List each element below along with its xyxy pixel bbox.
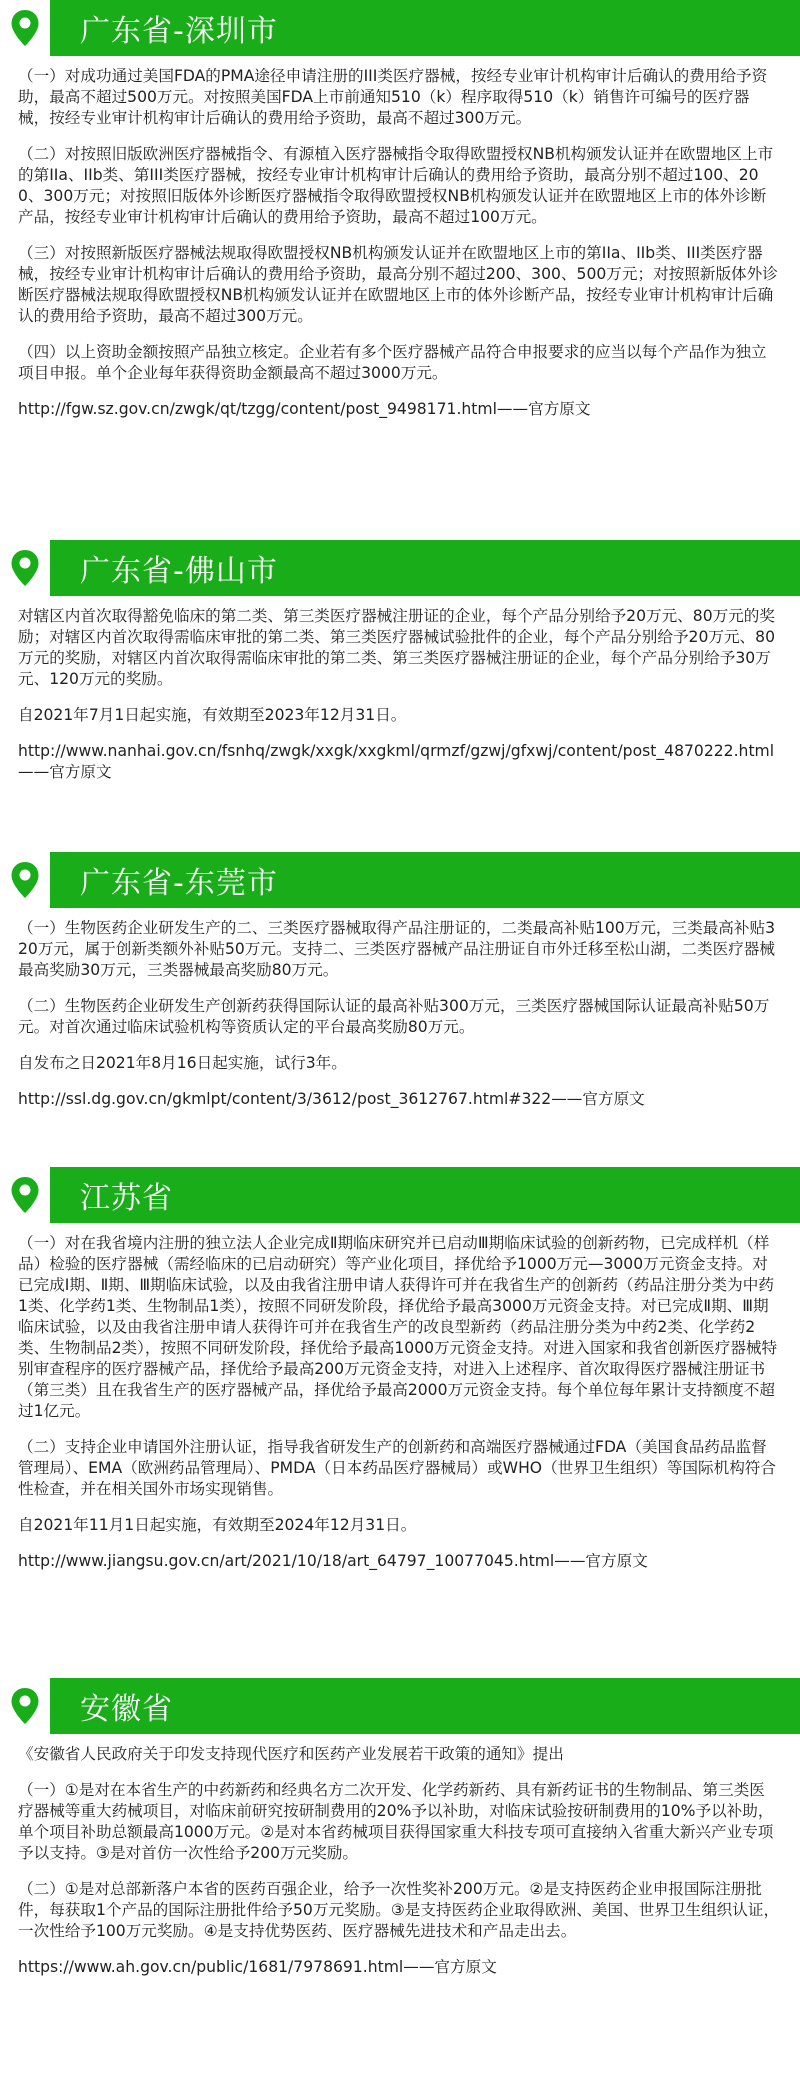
paragraph: （一）生物医药企业研发生产的二、三类医疗器械取得产品注册证的，二类最高补贴100万元，三类最高补贴320万元，属于创新类额外补贴50万元。支持二、三类医疗器械产品注册证自市外迁移至松山湖，二类医疗器械最高奖励30万元，三类器械最高奖励80万元。: [18, 919, 775, 979]
section-banner: [0, 0, 800, 56]
paragraph: （四）以上资助金额按照产品独立核定。企业若有多个医疗器械产品符合申报要求的应当以每个产品作为独立项目申报。单个企业每年获得资助金额最高不超过3000万元。: [18, 343, 767, 382]
section-title: 安徽省: [80, 1692, 173, 1727]
paragraph: （二）对按照旧版欧洲医疗器械指令、有源植入医疗器械指令取得欧盟授权NB机构颁发认证并在欧盟地区上市的第IIa、IIb类、第III类医疗器械，按经专业审计机构审计后确认的费用给予资助，最高分别不超过100、200、300万元；对按照旧版体外诊断医疗器械指令取得欧盟授权NB机构颁发认证并在欧盟地区上市的体外诊断产品，按经专业审计机构审计后确认的费用给予资助，最高不超过100万元。: [18, 145, 774, 226]
paragraph: 自2021年7月1日起实施，有效期至2023年12月31日。: [18, 706, 407, 724]
section-title: 江苏省: [80, 1181, 173, 1216]
section-banner: [0, 1678, 800, 1734]
paragraph: （二）支持企业申请国外注册认证，指导我省研发生产的创新药和高端医疗器械通过FDA（美国食品药品监督管理局）、EMA（欧洲药品管理局）、PMDA（日本药品医疗器械局）或WHO（世界卫生组织）等国际机构符合性检查，并在相关国外市场实现销售。: [18, 1438, 776, 1498]
paragraph: 《安徽省人民政府关于印发支持现代医疗和医药产业发展若干政策的通知》提出: [18, 1745, 564, 1763]
paragraph: （三）对按照新版医疗器械法规取得欧盟授权NB机构颁发认证并在欧盟地区上市的第IIa、IIb类、III类医疗器械，按经专业审计机构审计后确认的费用给予资助，最高分别不超过200、300、500万元；对按照新版体外诊断医疗器械法规取得欧盟授权NB机构颁发认证并在欧盟地区上市的体外诊断产品，按经专业审计机构审计后确认的费用给予资助，最高不超过300万元。: [18, 244, 778, 325]
section-banner: [0, 1167, 800, 1223]
source-link[interactable]: http://ssl.dg.gov.cn/gkmlpt/content/3/3612/post_3612767.html#322——官方原文: [18, 1090, 645, 1108]
paragraph: （二）生物医药企业研发生产创新药获得国际认证的最高补贴300万元，三类医疗器械国际认证最高补贴50万元。对首次通过临床试验机构等资质认定的平台最高奖励80万元。: [18, 997, 770, 1036]
section-dongguan: [0, 852, 800, 1167]
section-title: 广东省-深圳市: [80, 14, 278, 49]
section-shenzhen: [0, 0, 800, 540]
section-banner: [0, 540, 800, 596]
source-link[interactable]: http://www.nanhai.gov.cn/fsnhq/zwgk/xxgk/xxgkml/qrmzf/gzwj/gfxwj/content/post_4870222.html——官方原文: [18, 742, 775, 781]
location-pin-icon: [0, 1678, 50, 1734]
section-banner: [0, 852, 800, 908]
paragraph: 自2021年11月1日起实施，有效期至2024年12月31日。: [18, 1516, 417, 1534]
paragraph: 自发布之日2021年8月16日起实施，试行3年。: [18, 1054, 347, 1072]
section-jiangsu: [0, 1167, 800, 1678]
location-pin-icon: [0, 852, 50, 908]
paragraph: （二）①是对总部新落户本省的医药百强企业，给予一次性奖补200万元。②是支持医药企业申报国际注册批件，每获取1个产品的国际注册批件给予50万元奖励。③是支持医药企业取得欧洲、美国、世界卫生组织认证，一次性给予100万元奖励。④是支持优势医药、医疗器械先进技术和产品走出去。: [18, 1880, 780, 1940]
section-foshan: [0, 540, 800, 852]
paragraph: （一）①是对在本省生产的中药新药和经典名方二次开发、化学药新药、具有新药证书的生物制品、第三类医疗器械等重大药械项目，对临床前研究按研制费用的20%予以补助，对临床试验按研制费用的10%予以补助，单个项目补助总额最高1000万元。②是对本省药械项目获得国家重大科技专项可直接纳入省重大新兴产业专项予以支持。③是对首仿一次性给予200万元奖励。: [18, 1781, 774, 1862]
paragraph: 对辖区内首次取得豁免临床的第二类、第三类医疗器械注册证的企业，每个产品分别给予20万元、80万元的奖励；对辖区内首次取得需临床审批的第二类、第三类医疗器械试验批件的企业，每个产品分别给予20万元、80万元的奖励，对辖区内首次取得需临床审批的第二类、第三类医疗器械注册证的企业，每个产品分别给予30万元、120万元的奖励。: [18, 607, 775, 688]
paragraph: （一）对在我省境内注册的独立法人企业完成Ⅱ期临床研究并已启动Ⅲ期临床试验的创新药物，已完成样机（样品）检验的医疗器械（需经临床的已启动研究）等产业化项目，择优给予1000万元—3000万元资金支持。对已完成Ⅰ期、Ⅱ期、Ⅲ期临床试验，以及由我省注册申请人获得许可并在我省生产的创新药（药品注册分类为中药1类、化学药1类、生物制品1类），按照不同研发阶段，择优给予最高3000万元资金支持。对已完成Ⅱ期、Ⅲ期临床试验，以及由我省注册申请人获得许可并在我省生产的改良型新药（药品注册分类为中药2类、化学药2类、生物制品2类），按照不同研发阶段，择优给予最高1000万元资金支持。对进入国家和我省创新医疗器械特别审查程序的医疗器械产品，择优给予最高200万元资金支持，对进入上述程序、首次取得医疗器械注册证书（第三类）且在我省生产的医疗器械产品，择优给予最高2000万元资金支持。每个单位每年累计支持额度不超过1亿元。: [18, 1234, 778, 1420]
location-pin-icon: [0, 0, 50, 56]
location-pin-icon: [0, 1167, 50, 1223]
source-link[interactable]: http://www.jiangsu.gov.cn/art/2021/10/18/art_64797_10077045.html——官方原文: [18, 1552, 648, 1570]
section-title: 广东省-佛山市: [80, 554, 278, 589]
section-title: 广东省-东莞市: [80, 866, 278, 901]
source-link[interactable]: http://fgw.sz.gov.cn/zwgk/qt/tzgg/content/post_9498171.html——官方原文: [18, 400, 591, 418]
paragraph: （一）对成功通过美国FDA的PMA途径申请注册的III类医疗器械，按经专业审计机构审计后确认的费用给予资助，最高不超过500万元。对按照美国FDA上市前通知510（k）程序取得510（k）销售许可编号的医疗器械，按经专业审计机构审计后确认的费用给予资助，最高不超过300万元。: [18, 67, 768, 127]
source-link[interactable]: https://www.ah.gov.cn/public/1681/7978691.html——官方原文: [18, 1958, 497, 1976]
section-anhui: [0, 1678, 800, 2075]
location-pin-icon: [0, 540, 50, 596]
